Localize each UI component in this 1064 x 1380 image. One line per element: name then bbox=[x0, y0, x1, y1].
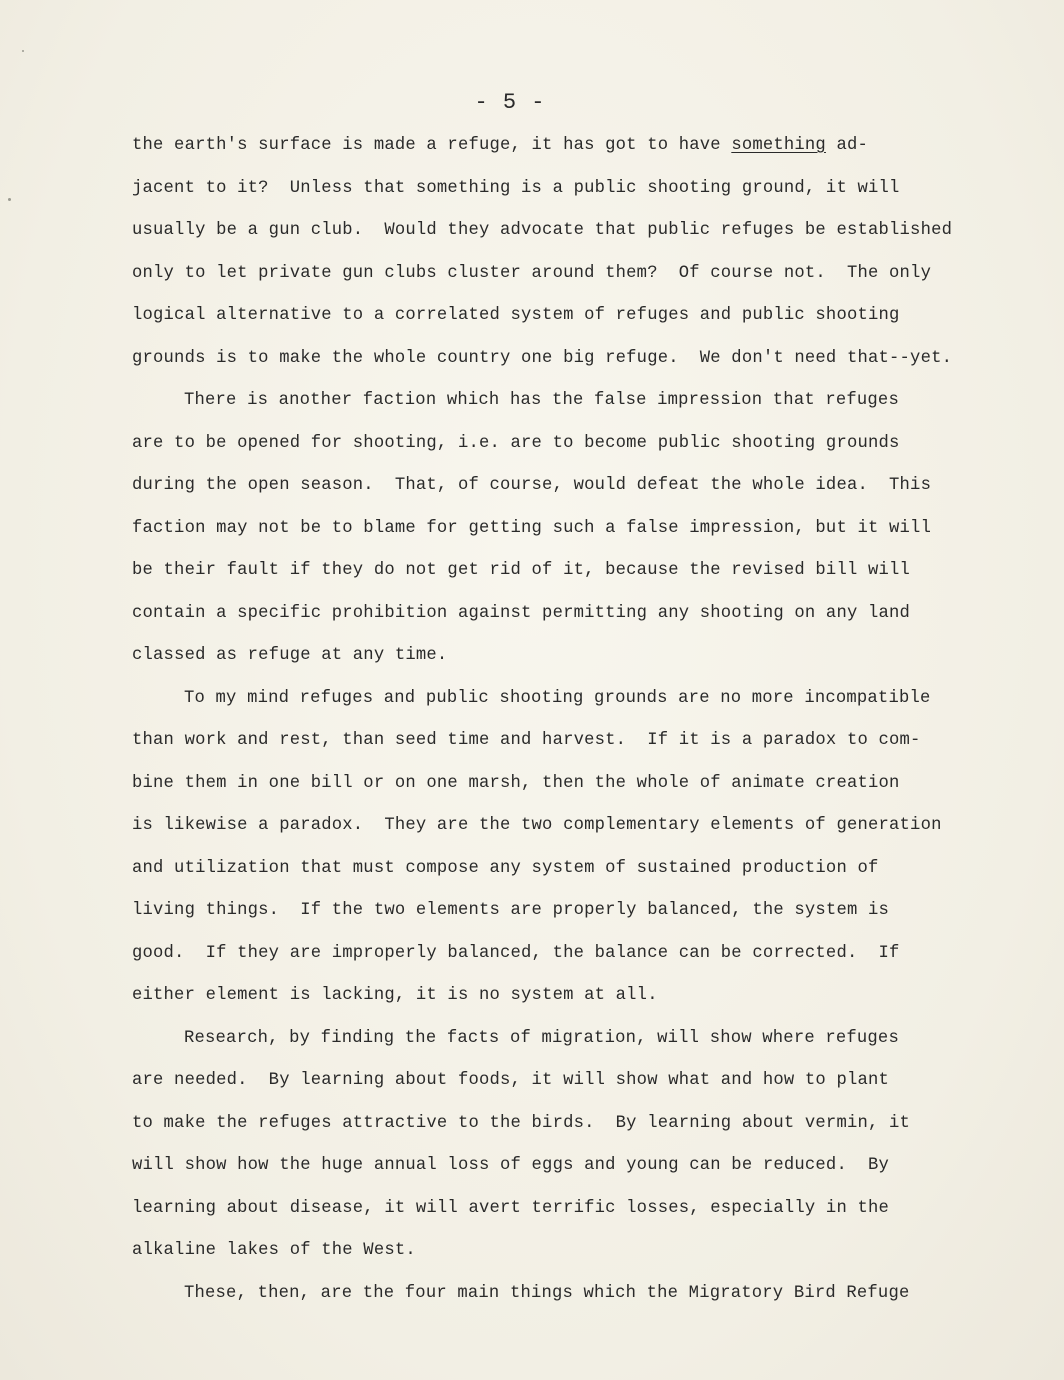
paragraph bbox=[132, 380, 962, 678]
paragraph bbox=[132, 678, 962, 1018]
paragraph bbox=[132, 1273, 962, 1316]
text-line: There is another faction which has the false impression that refuges bbox=[184, 391, 899, 410]
text-line: than work and rest, than seed time and harvest. If it is a paradox to com- bbox=[132, 731, 921, 750]
text-line: will show how the huge annual loss of eggs and young can be reduced. By bbox=[132, 1156, 890, 1175]
paper-speck bbox=[22, 50, 24, 52]
text-line: jacent to it? Unless that something is a public shooting ground, it will bbox=[132, 178, 900, 198]
text-line: Research, by finding the facts of migration, will show where refuges bbox=[184, 1028, 899, 1048]
body-text bbox=[132, 125, 962, 1315]
text-segment: the earth's surface is made a refuge, it has got to have bbox=[132, 136, 732, 155]
text-line: bine them in one bill or on one marsh, then the whole of animate creation bbox=[132, 773, 900, 793]
text-line: good. If they are improperly balanced, the balance can be corrected. If bbox=[132, 943, 900, 963]
text-line: are needed. By learning about foods, it will show what and how to plant bbox=[132, 1071, 890, 1090]
text-line: classed as refuge at any time. bbox=[132, 646, 448, 665]
text-line: only to let private gun clubs cluster around them? Of course not. The only bbox=[132, 263, 932, 283]
text-line: during the open season. That, of course, would defeat the whole idea. This bbox=[132, 476, 932, 495]
text-line: contain a specific prohibition against permitting any shooting on any land bbox=[132, 603, 911, 623]
underlined-word: something bbox=[731, 136, 826, 155]
text-line: grounds is to make the whole country one big refuge. We don't need that--yet. bbox=[132, 348, 953, 368]
page-number: - 5 - bbox=[474, 90, 546, 115]
text-line: living things. If the two elements are properly balanced, the system is bbox=[132, 901, 890, 920]
paragraph bbox=[132, 125, 962, 380]
text-line: and utilization that must compose any system of sustained production of bbox=[132, 858, 879, 878]
text-line: be their fault if they do not get rid of it, because the revised bill will bbox=[132, 561, 911, 580]
text-line bbox=[132, 125, 962, 168]
text-line: alkaline lakes of the West. bbox=[132, 1241, 416, 1260]
text-line: faction may not be to blame for getting such a false impression, but it will bbox=[132, 518, 932, 538]
text-line: is likewise a paradox. They are the two complementary elements of generation bbox=[132, 816, 942, 835]
text-line: either element is lacking, it is no system at all. bbox=[132, 986, 658, 1005]
text-line: logical alternative to a correlated system of refuges and public shooting bbox=[132, 306, 900, 325]
text-line: To my mind refuges and public shooting grounds are no more incompatible bbox=[184, 688, 931, 708]
text-segment: ad- bbox=[825, 136, 869, 155]
text-line: to make the refuges attractive to the birds. By learning about vermin, it bbox=[132, 1113, 911, 1133]
text-line: learning about disease, it will avert terrific losses, especially in the bbox=[132, 1198, 890, 1218]
paragraph bbox=[132, 1018, 962, 1273]
text-line: are to be opened for shooting, i.e. are to become public shooting grounds bbox=[132, 433, 900, 453]
text-line: These, then, are the four main things which the Migratory Bird Refuge bbox=[184, 1283, 910, 1303]
paper-speck bbox=[8, 198, 11, 201]
text-line: usually be a gun club. Would they advocate that public refuges be established bbox=[132, 221, 953, 240]
